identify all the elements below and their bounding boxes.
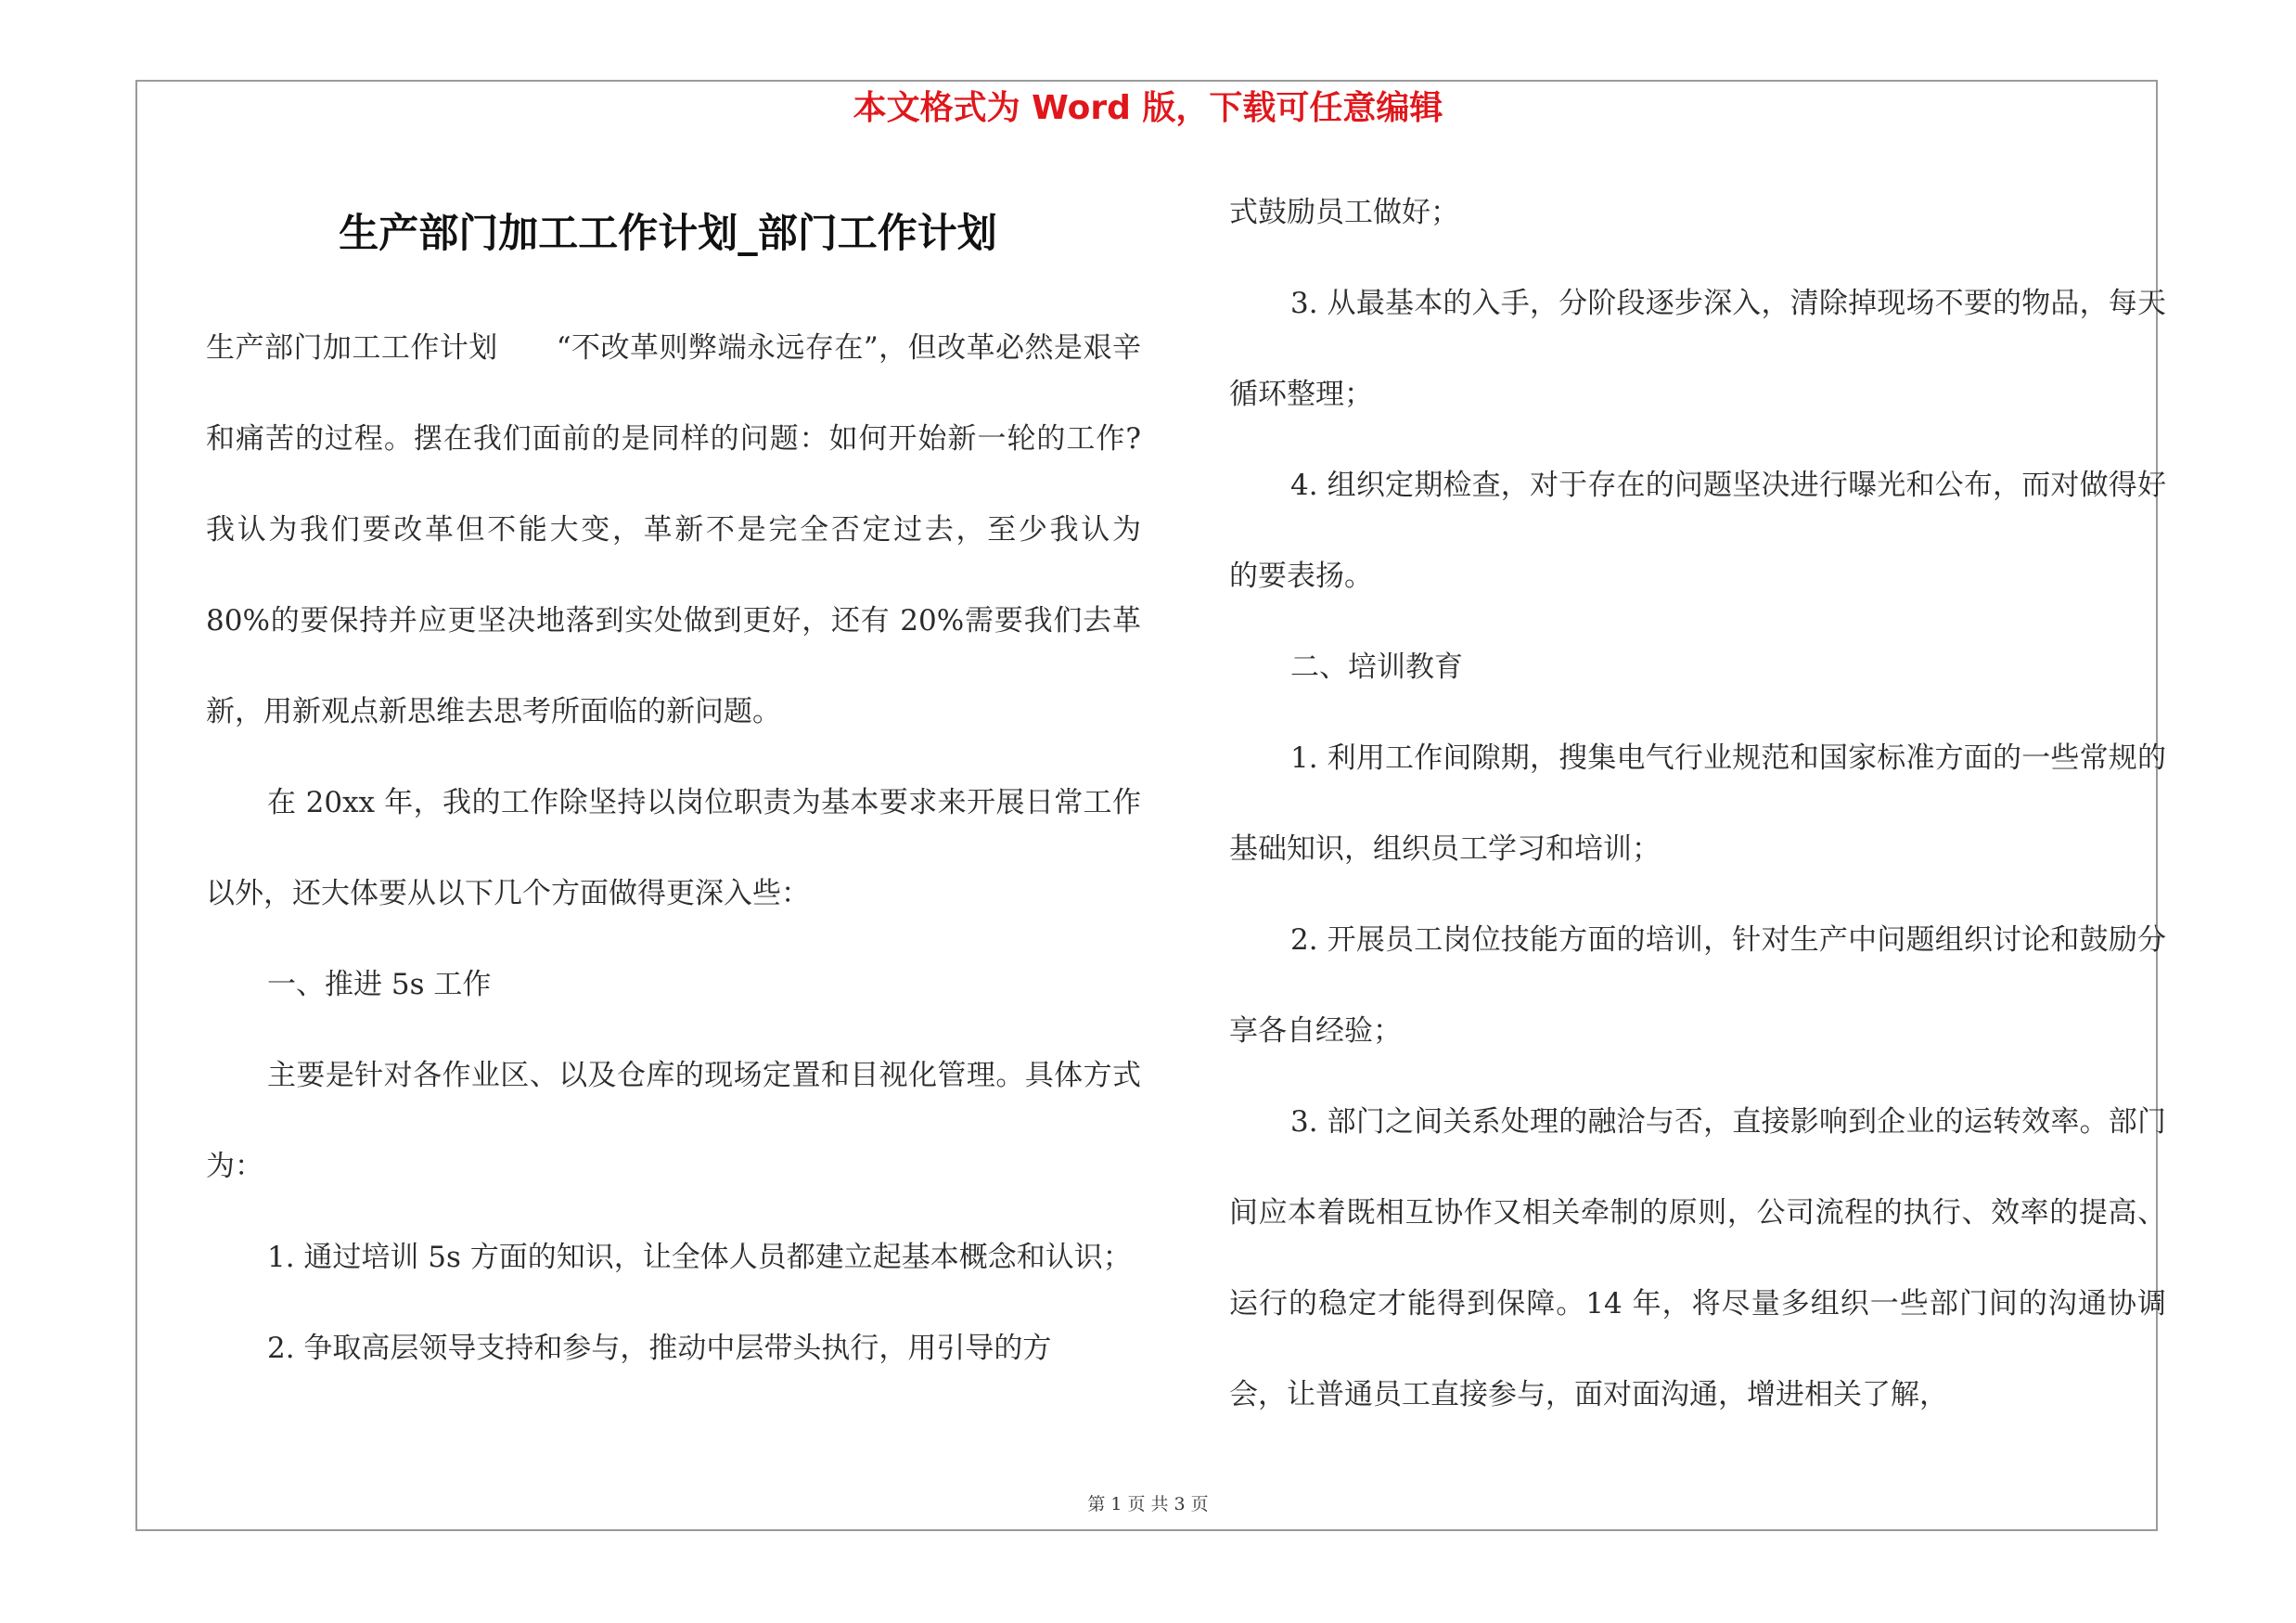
paragraph: 在 20xx 年，我的工作除坚持以岗位职责为基本要求来开展日常工作以外，还大体要从以下几个方面做得更深入些：	[206, 786, 1141, 910]
page-number-footer: 第 1 页 共 3 页	[1087, 1494, 1209, 1514]
left-column	[206, 303, 1141, 1394]
paragraph: 主要是针对各作业区、以及仓库的现场定置和目视化管理。具体方式为：	[206, 1059, 1141, 1183]
list-item: 4. 组织定期检查，对于存在的问题坚决进行曝光和公布，而对做得好的要表扬。	[1229, 469, 2166, 593]
list-item: 3. 从最基本的入手，分阶段逐步深入，清除掉现场不要的物品，每天循环整理；	[1229, 287, 2166, 411]
list-item: 2. 开展员工岗位技能方面的培训，针对生产中问题组织讨论和鼓励分享各自经验；	[1229, 923, 2166, 1048]
list-item: 3. 部门之间关系处理的融洽与否，直接影响到企业的运转效率。部门间应本着既相互协作又相关牵制的原则，公司流程的执行、效率的提高、运行的稳定才能得到保障。14 年，将尽量多组织一些部门间的沟通协调会，让普通员工直接参与，面对面沟通，增进相关了解，	[1229, 1105, 2166, 1411]
document-title: 生产部门加工工作计划_部门工作计划	[339, 211, 997, 257]
section-heading: 一、推进 5s 工作	[267, 968, 492, 1001]
editable-notice-banner: 本文格式为 Word 版，下载可任意编辑	[853, 89, 1443, 127]
section-heading: 二、培训教育	[1290, 650, 1463, 684]
list-item: 1. 利用工作间隙期，搜集电气行业规范和国家标准方面的一些常规的基础知识，组织员工学习和培训；	[1229, 741, 2166, 866]
paragraph: 生产部门加工工作计划 “不改革则弊端永远存在”，但改革必然是艰辛和痛苦的过程。摆在我们面前的是同样的问题：如何开始新一轮的工作?我认为我们要改革但不能大变，革新不是完全否定过去，至少我认为 80%的要保持并应更坚决地落到实处做到更好，还有 20%需要我们去革新，用新观点新思维去思考所面临的新问题。	[206, 331, 1141, 728]
list-item: 1. 通过培训 5s 方面的知识，让全体人员都建立起基本概念和认识；	[267, 1241, 1132, 1274]
list-item-continued: 式鼓励员工做好；	[1229, 196, 1459, 229]
right-column	[1229, 167, 2166, 1440]
list-item: 2. 争取高层领导支持和参与，推动中层带头执行，用引导的方	[267, 1332, 1052, 1365]
